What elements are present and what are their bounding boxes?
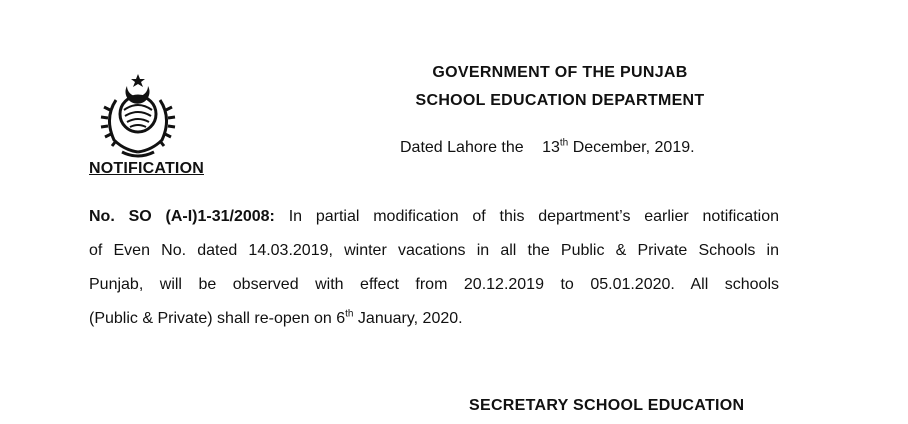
body-line-4-sup: th bbox=[345, 308, 354, 320]
dated-day-suffix: th bbox=[559, 137, 569, 149]
header-department-title: SCHOOL EDUCATION DEPARTMENT bbox=[415, 92, 705, 109]
notification-body bbox=[89, 200, 779, 336]
signature-block: SECRETARY SCHOOL EDUCATION bbox=[469, 397, 745, 414]
dated-line bbox=[400, 139, 695, 157]
body-line-2: of Even No. dated 14.03.2019, winter vacations in all the Public & Private Schools in bbox=[89, 242, 779, 259]
body-line-1-text: In partial modification of this department’s earlier notification bbox=[288, 208, 780, 225]
body-line-3: Punjab, will be observed with effect from 20.12.2019 to 05.01.2020. All schools bbox=[89, 276, 779, 293]
header-government-title: GOVERNMENT OF THE PUNJAB bbox=[432, 64, 688, 81]
notification-heading: NOTIFICATION bbox=[89, 160, 204, 177]
body-line-4-pre: (Public & Private) shall re-open on 6 bbox=[89, 310, 346, 327]
body-line-4 bbox=[89, 302, 779, 336]
body-line-4-post: January, 2020. bbox=[357, 310, 463, 327]
body-line-1 bbox=[89, 200, 779, 234]
dated-rest: December, 2019. bbox=[572, 139, 695, 156]
dated-prefix: Dated Lahore the bbox=[400, 139, 524, 156]
punjab-government-emblem-icon bbox=[96, 70, 182, 162]
reference-number: No. SO (A-I)1-31/2008: bbox=[89, 208, 275, 225]
dated-day: 13 bbox=[542, 139, 560, 156]
